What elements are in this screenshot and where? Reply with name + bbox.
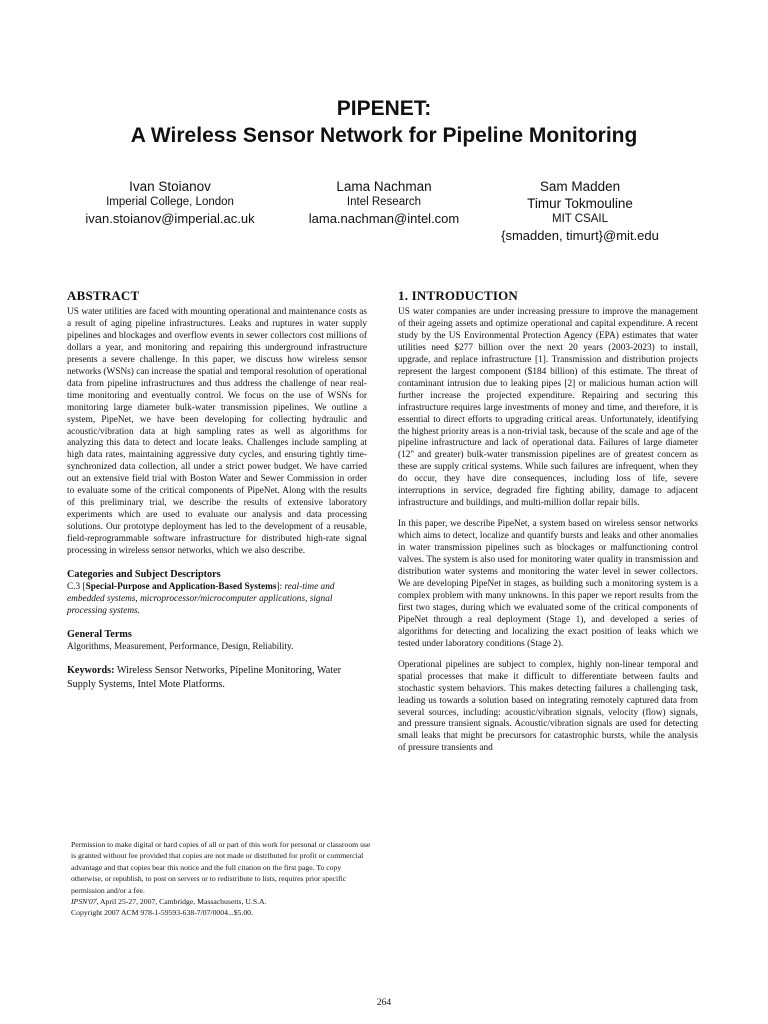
categories-close: ]: xyxy=(276,582,285,593)
author-name-second: Timur Tokmouline xyxy=(527,196,633,211)
author-affiliation: MIT CSAIL xyxy=(551,213,609,225)
author-block-1 xyxy=(60,178,280,228)
introduction-paragraph-1: US water companies are under increasing pressure to improve the management of their ageing assets and optimize operational and capital expenditure. A recent study by the US Environmental Protection Agency (EPA) estimates that water utilities need $277 billion over the next 20 years (2003-2023) to install, upgrade, and replace infrastructure [1]. Transmission and distribution projects represent the largest component ($184 billion) of this estimate. The threat of contaminant intrusion due to leaking pipes [2] or malicious human action will further increase the projected expenditure. Repairing and securing this infrastructure requires large investments of money and time, and therefore, it is essential to direct efforts to upgrading critical areas. Unfortunately, identifying the highest priority areas is a non-trivial task, because of the scale and age of the pipeline infrastructure and lack of operational data. Failures of large diameter (12" and greater) bulk-water transmission pipelines are of greatest concern as these are supply critical systems. While such failures are infrequent, when they do occur, they have dire consequences, including loss of life, severe interruptions in service, degraded fire fighting ability, damage to adjacent infrastructure and buildings, and multi-million dollar repair bills. xyxy=(398,307,698,509)
page-number: 264 xyxy=(376,998,392,1008)
author-name: Sam Madden xyxy=(539,179,621,194)
abstract-text: US water utilities are faced with mounting operational and maintenance costs as a result of aging pipeline infrastructures. Leaks and ruptures in water supply pipelines and blockages and overflow events in sewer collectors cost millions of dollars a year, and monitoring and repairing this underground infrastructure presents a severe challenge. In this paper, we discuss how wireless sensor networks (WSNs) can increase the spatial and temporal resolution of operational data from pipeline infrastructures and thus address the challenge of near real-time monitoring and eventually control. We focus on the use of WSNs for monitoring large diameter bulk-water transmission pipelines. We outline a system, PipeNet, we have been developing for collecting hydraulic and acoustic/vibration data at high sampling rates as well as algorithms for analyzing this data to detect and locate leaks. Challenges include sampling at high data rates, maintaining aggressive duty cycles, and ensuring tightly time-synchronized data collection, all under a strict power budget. We have carried out an extensive field trial with Boston Water and Sewer Commission in order to evaluate some of the critical components of PipeNet. Along with the results of this preliminary trial, we describe the results of extensive laboratory experiments which are used to evaluate our analysis and data processing solutions. Our prototype deployment has led to the development of a reusable, field-reprogrammable software infrastructure for distributed high-rate signal processing in wireless sensor networks, which we also describe. xyxy=(67,307,367,557)
abstract-heading: ABSTRACT xyxy=(67,288,140,303)
categories-heading: Categories and Subject Descriptors xyxy=(67,569,221,581)
author-affiliation: Imperial College, London xyxy=(106,196,234,208)
general-terms-heading: General Terms xyxy=(67,628,132,640)
categories-text xyxy=(67,582,367,618)
author-affiliation: Intel Research xyxy=(346,196,422,208)
copyright-notice xyxy=(71,839,371,919)
author-block-3 xyxy=(470,178,690,245)
paper-title-line-1: PIPENET: xyxy=(336,97,432,120)
copyright-conference-name: IPSN'07 xyxy=(71,897,97,907)
author-email: ivan.stoianov@imperial.ac.uk xyxy=(85,211,255,226)
introduction-paragraph-3: Operational pipelines are subject to complex, highly non-linear temporal and spatial processes that make it difficult to differentiate between faults and stochastic system behaviors. This makes detecting failures a challenging task, leading us towards a solution based on integrating remotely captured data from several sources, including: acoustic/vibration signals, velocity (flow) signals, and pressure transient signals. Acoustic/vibration signals are used for detecting small leaks that might be precursors for catastrophic bursts, while the analysis of pressure transients and xyxy=(398,659,698,754)
copyright-permission: Permission to make digital or hard copies of all or part of this work for personal or classroom use is granted without fee provided that copies are not made or distributed for profit or commercial advantage and that copies bear this notice and the full citation on the first page. To copy otherwise, or republish, to post on servers or to redistribute to lists, requires prior specific permission and/or a fee. xyxy=(71,840,371,895)
keywords-text: Wireless Sensor Networks, Pipeline Monitoring, Water Supply Systems, Intel Mote Platforms. xyxy=(67,664,341,690)
left-column xyxy=(67,288,367,692)
author-name: Lama Nachman xyxy=(336,179,432,194)
paper-title-line-2: A Wireless Sensor Network for Pipeline Monitoring xyxy=(130,124,638,147)
introduction-paragraph-2: In this paper, we describe PipeNet, a system based on wireless sensor networks which aims to detect, localize and quantify bursts and leaks and other anomalies in water transmission pipelines such as blockages or malfunctioning control valves. The system is also used for monitoring water quality in transmission and distribution water systems and monitoring the water level in sewer collectors. We are developing PipeNet in stages, as building such a monitoring system is a complex problem with many unknowns. In this paper we report results from the first two stages, during which we evaluated some of the critical components of PipeNet through a real deployment (Stage 1), and developed a series of algorithms for detecting and localizing the exact position of leaks which we tested under laboratory conditions (Stage 2). xyxy=(398,519,698,649)
introduction-heading: 1. INTRODUCTION xyxy=(398,288,519,303)
copyright-conference-details: , April 25-27, 2007, Cambridge, Massachusetts, U.S.A. xyxy=(96,897,267,907)
author-email: lama.nachman@intel.com xyxy=(308,211,460,226)
general-terms-text: Algorithms, Measurement, Performance, Design, Reliability. xyxy=(67,641,294,652)
author-name: Ivan Stoianov xyxy=(129,179,211,194)
copyright-line: Copyright 2007 ACM 978-1-59593-638-7/07/0004...$5.00. xyxy=(71,908,253,918)
copyright-conference xyxy=(71,896,371,907)
author-block-2 xyxy=(274,178,494,228)
keywords-label: Keywords: xyxy=(67,664,115,676)
author-email: {smadden, timurt}@mit.edu xyxy=(501,228,659,243)
keywords xyxy=(67,664,367,692)
categories-italic: real-time and embedded systems, microprocessor/microcomputer applications, signal processing systems. xyxy=(67,582,335,616)
categories-bold: Special-Purpose and Application-Based Systems xyxy=(85,582,277,593)
right-column xyxy=(398,288,698,755)
categories-code: C.3 [ xyxy=(67,582,86,593)
